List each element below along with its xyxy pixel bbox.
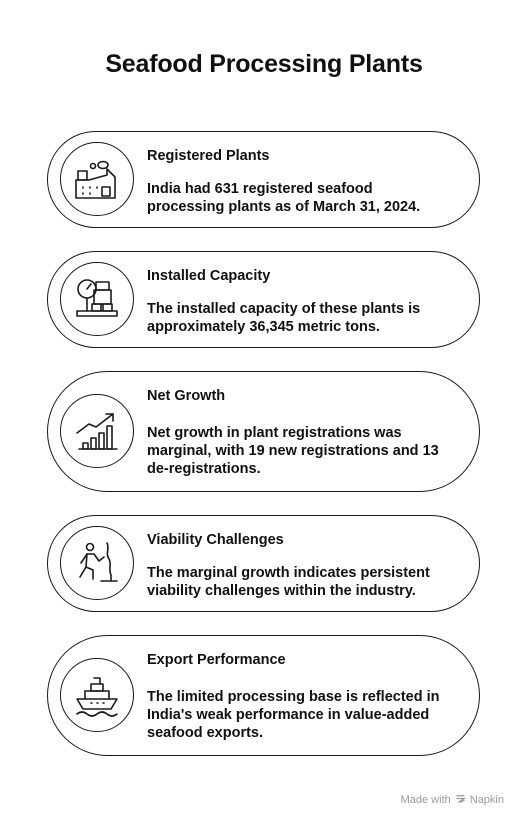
page-title: Seafood Processing Plants	[105, 50, 423, 78]
napkin-logo-icon	[455, 793, 466, 807]
card-text: India had 631 registered seafood processing plants as of March 31, 2024.	[147, 181, 421, 215]
card-text: Net growth in plant registrations was marginal, with 19 new registrations and 13 de-registrations.	[147, 425, 439, 477]
card-heading: Viability Challenges	[147, 532, 284, 548]
card-heading: Registered Plants	[147, 148, 270, 164]
scale-icon	[60, 262, 134, 336]
card-heading: Installed Capacity	[147, 268, 271, 284]
ship-icon	[60, 658, 134, 732]
climber-icon	[60, 526, 134, 600]
card-registered-plants	[47, 131, 480, 228]
napkin-brand-label: Napkin	[469, 794, 504, 806]
factory-icon	[60, 142, 134, 216]
card-installed-capacity	[47, 251, 480, 348]
card-viability-challenges	[47, 515, 480, 612]
card-heading: Export Performance	[147, 652, 286, 668]
card-text: The installed capacity of these plants is approximately 36,345 metric tons.	[147, 301, 421, 335]
card-export-performance	[47, 635, 480, 756]
card-net-growth	[47, 371, 480, 492]
made-with-footer	[401, 793, 504, 807]
card-text: The marginal growth indicates persistent viability challenges within the industry.	[147, 565, 430, 599]
card-text: The limited processing base is reflected in India's weak performance in value-added seafood exports.	[147, 689, 440, 741]
growth-chart-icon	[60, 394, 134, 468]
card-heading: Net Growth	[147, 388, 226, 404]
made-with-label: Made with	[400, 794, 451, 806]
